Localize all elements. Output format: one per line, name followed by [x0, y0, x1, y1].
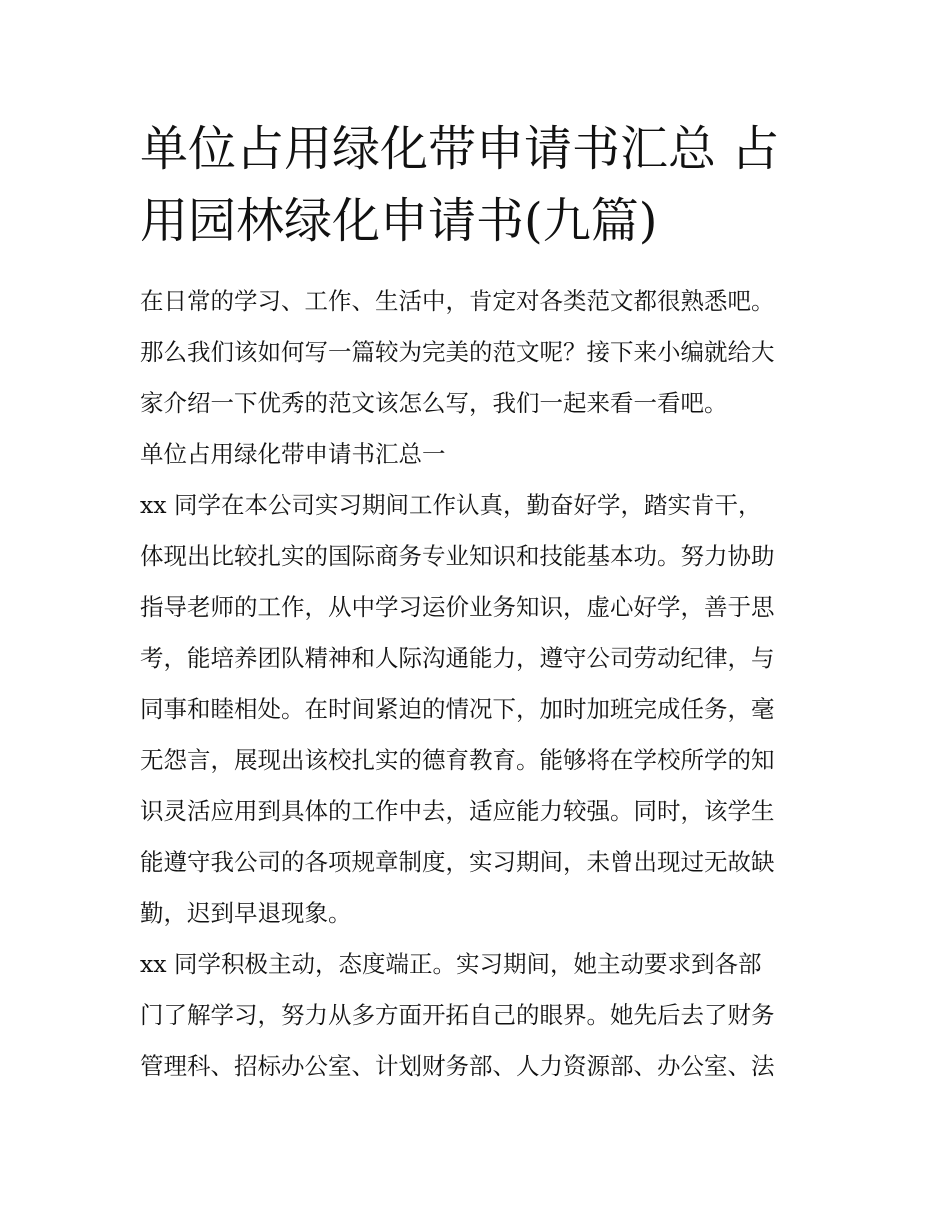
document-body	[140, 276, 830, 1092]
body-line: 管理科、招标办公室、计划财务部、人力资源部、办公室、法	[140, 1052, 775, 1080]
body-line: 体现出比较扎实的国际商务专业知识和技能基本功。努力协助	[140, 542, 775, 570]
body-line: xx 同学积极主动，态度端正。实习期间，她主动要求到各部	[140, 950, 762, 978]
document-title	[140, 113, 830, 257]
body-line: 考，能培养团队精神和人际沟通能力，遵守公司劳动纪律，与	[140, 644, 775, 672]
body-line: 勤，迟到早退现象。	[140, 899, 352, 927]
body-line: 家介绍一下优秀的范文该怎么写，我们一起来看一看吧。	[140, 389, 728, 417]
body-line: 能遵守我公司的各项规章制度，实习期间，未曾出现过无故缺	[140, 848, 775, 876]
title-line: 用园林绿化申请书(九篇)	[140, 193, 658, 249]
body-line: xx 同学在本公司实习期间工作认真，勤奋好学，踏实肯干，	[140, 491, 762, 519]
body-line: 同事和睦相处。在时间紧迫的情况下，加时加班完成任务，毫	[140, 695, 775, 723]
body-line: 指导老师的工作，从中学习运价业务知识，虚心好学，善于思	[140, 593, 775, 621]
body-line: 识灵活应用到具体的工作中去，适应能力较强。同时，该学生	[140, 797, 775, 825]
body-line: 在日常的学习、工作、生活中，肯定对各类范文都很熟悉吧。	[140, 287, 775, 315]
body-line: 门了解学习，努力从多方面开拓自己的眼界。她先后去了财务	[140, 1001, 775, 1029]
section-heading: 单位占用绿化带申请书汇总一	[140, 440, 446, 468]
body-line: 那么我们该如何写一篇较为完美的范文呢？接下来小编就给大	[140, 338, 775, 366]
title-line: 单位占用绿化带申请书汇总 占	[140, 121, 780, 177]
body-line: 无怨言，展现出该校扎实的德育教育。能够将在学校所学的知	[140, 746, 775, 774]
